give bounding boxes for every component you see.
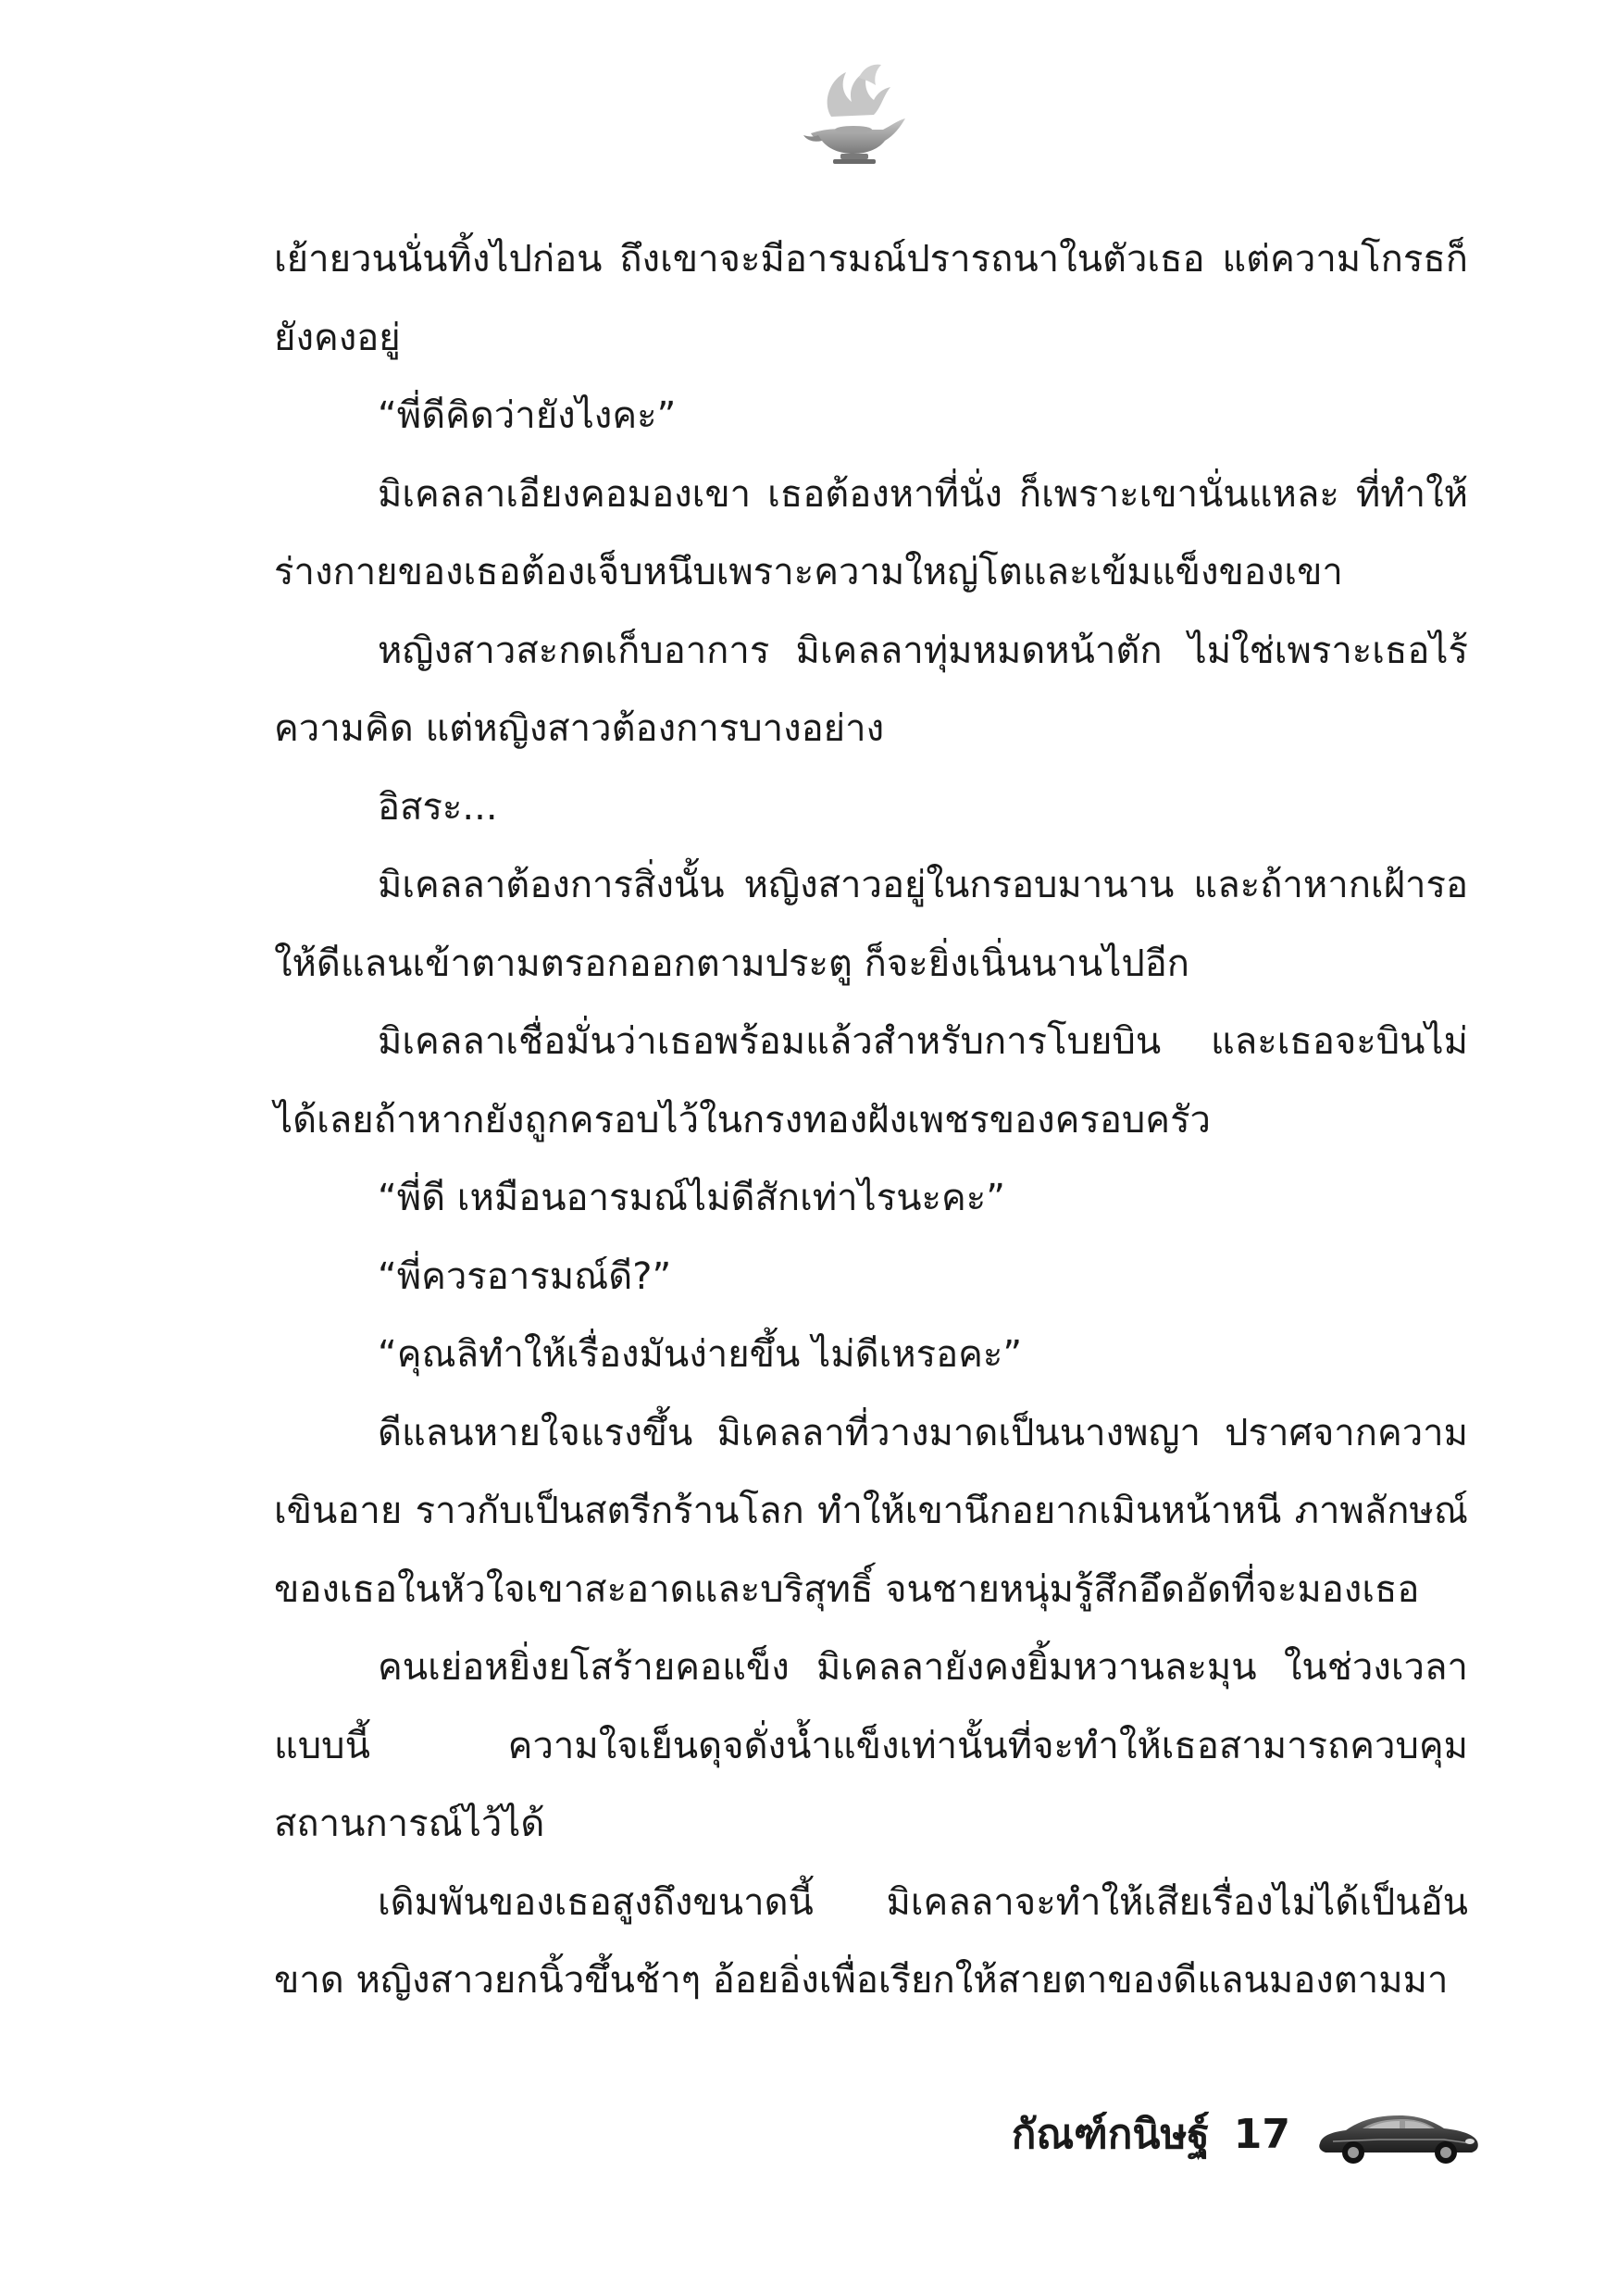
paragraph: มิเคลลาเชื่อมั่นว่าเธอพร้อมแล้วสำหรับการโบยบิน และเธอจะบินไม่ได้เลยถ้าหากยังถูกครอบไว้ในกรงทองฝังเพชรของครอบครัว — [274, 1020, 1468, 1142]
author-name: กัณฑ์กนิษฐ์ — [1011, 2111, 1210, 2158]
paragraph: “คุณลิทำให้เรื่องมันง่ายขึ้น ไม่ดีเหรอคะ” — [378, 1333, 1023, 1376]
paragraph: เดิมพันของเธอสูงถึงขนาดนี้ มิเคลลาจะทำให้เสียเรื่องไม่ได้เป็นอันขาด หญิงสาวยกนิ้วขึ้นช้าๆ อ้อยอิ่งเพื่อเรียกให้สายตาของดีแลนมองตามมา — [274, 1880, 1468, 2002]
paragraph: มิเคลลาเอียงคอมองเขา เธอต้องหาที่นั่ง ก็เพราะเขานั่นแหละ ที่ทำให้ร่างกายของเธอต้องเจ็บหนึบเพราะความใหญ่โตและเข้มแข็งของเขา — [274, 472, 1468, 593]
paragraph: “พี่ดีคิดว่ายังไงคะ” — [378, 394, 677, 437]
page-number: 17 — [1233, 2110, 1290, 2158]
paragraph: คนเย่อหยิ่งยโสร้ายคอแข็ง มิเคลลายังคงยิ้มหวานละมุน ในช่วงเวลาแบบนี้ ความใจเย็นดุจดั่งน้ำแข็งเท่านั้นที่จะทำให้เธอสามารถควบคุมสถานการณ์ไว้ได้ — [274, 1646, 1468, 1845]
paragraph: อิสระ... — [378, 785, 498, 829]
paragraph: หญิงสาวสะกดเก็บอาการ มิเคลลาทุ่มหมดหน้าตัก ไม่ใช่เพราะเธอไร้ความคิด แต่หญิงสาวต้องการบางอย่าง — [274, 629, 1468, 750]
paragraph: มิเคลลาต้องการสิ่งนั้น หญิงสาวอยู่ในกรอบมานาน และถ้าหากเฝ้ารอให้ดีแลนเข้าตามตรอกออกตามประตู ก็จะยิ่งเนิ่นนานไปอีก — [274, 864, 1468, 985]
paragraph: เย้ายวนนั่นทิ้งไปก่อน ถึงเขาจะมีอารมณ์ปรารถนาในตัวเธอ แต่ความโกรธก็ยังคงอยู่ — [274, 238, 1468, 359]
page-footer — [963, 2083, 1481, 2185]
paragraph: ดีแลนหายใจแรงขึ้น มิเคลลาที่วางมาดเป็นนางพญา ปราศจากความเขินอาย ราวกับเป็นสตรีกร้านโลก ทำให้เขานึกอยากเมินหน้าหนี ภาพลักษณ์ของเธอในหัวใจเขาสะอาดและบริสุทธิ์ จนชายหนุ่มรู้สึกอึดอัดที่จะมองเธอ — [274, 1411, 1468, 1611]
sports-car-icon — [1314, 2101, 1481, 2167]
paragraph: “พี่ควรอารมณ์ดี?” — [378, 1254, 672, 1298]
paragraph: “พี่ดี เหมือนอารมณ์ไม่ดีสักเท่าไรนะคะ” — [378, 1177, 1005, 1219]
body-text — [274, 220, 1468, 2020]
genie-lamp-logo-icon — [794, 52, 916, 174]
